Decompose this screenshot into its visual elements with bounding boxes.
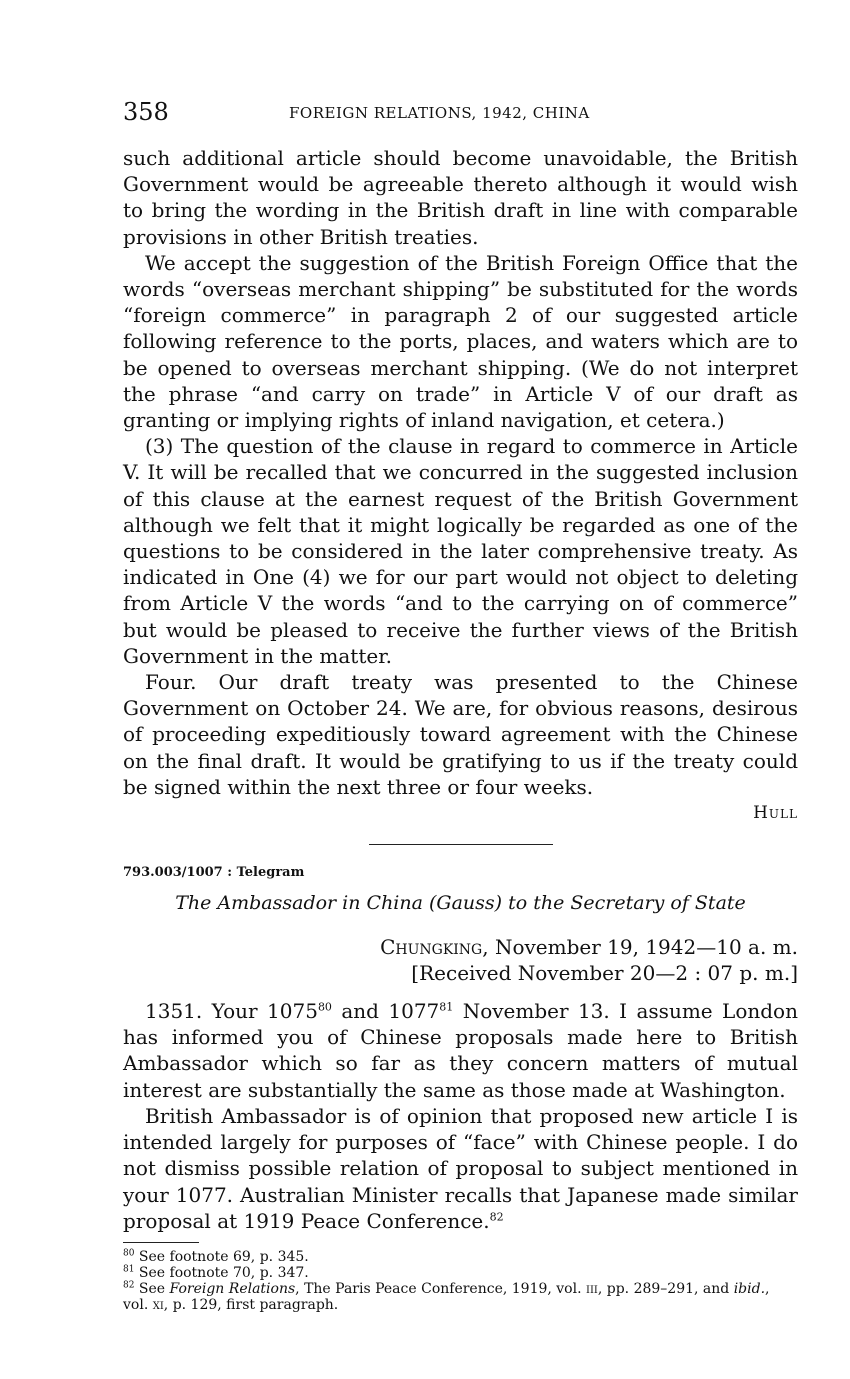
footnote-ref-82: 82 — [489, 1210, 504, 1224]
paragraph-british-ambassador-text: British Ambassador is of opinion that proposed new article I is intended largely for purposes of “face” with Chinese people. I do not dismiss possible relation of proposal to subject mentioned in your 1077. Australian Minister recalls that Japanese made similar proposal at 1919 Peace Conference. — [123, 1103, 798, 1233]
footnote-ref-80: 80 — [317, 1000, 332, 1014]
footnote-82-text-b: , The Paris Peace Conference, 1919, vol. — [295, 1280, 586, 1297]
document-title: The Ambassador in China (Gauss) to the Secretary of State — [175, 892, 746, 915]
footnote-82-text-a: See — [134, 1280, 170, 1297]
file-reference: 793.003/1007 : Telegram — [123, 865, 305, 881]
page-number: 358 — [123, 98, 169, 126]
footnote-82-text-e: , p. 129, first paragraph. — [163, 1296, 339, 1313]
footnote-ref-81: 81 — [439, 1000, 454, 1014]
dateline — [123, 934, 798, 960]
footnote-82-ibid: ibid. — [733, 1280, 766, 1297]
section-divider — [369, 844, 553, 845]
paragraph-overseas-shipping: We accept the suggestion of the British Foreign Office that the words “overseas merchant shipping” be substituted for the words “foreign commerce” in paragraph 2 of our suggested article following reference to the ports, places, and waters which are to be opened to overseas merchant shipping. (We do not interpret the phrase “and carry on trade” in Article V of our draft as granting or implying rights of inland navigation, et cetera.) — [123, 250, 798, 433]
paragraph-1351-text-a: 1351. Your 1075 — [145, 999, 318, 1024]
paragraph-four: Four. Our draft treaty was presented to the Chinese Government on October 24. We are, for obvious reasons, desirous of proceeding expeditiously toward agreement with the Chinese on the final draft. It would be gratifying to us if the treaty could be signed within the next three or four weeks. — [123, 670, 798, 799]
footnote-80 — [123, 1249, 798, 1265]
footnote-80-number: 80 — [123, 1248, 135, 1259]
received-line: [Received November 20—2 : 07 p. m.] — [411, 961, 798, 986]
footnote-82-volume: iii — [586, 1280, 598, 1297]
running-head — [123, 98, 798, 128]
footnote-81-text: See footnote 70, p. 347. — [134, 1264, 309, 1281]
paragraph-article-v-clause: (3) The question of the clause in regard to commerce in Article V. It will be recalled that we concurred in the suggested inclusion of this clause at the earnest request of the British Government although we felt that it might logically be regarded as one of the questions to be considered in the later comprehensive treaty. As indicated in One (4) we for our part would not object to deleting from Article V the words “and to the carrying on of commerce” but would be pleased to receive the further views of the British Government in the matter. — [123, 434, 798, 668]
paragraph-1351-text-c: November 13. I assume London has informed you of Chinese proposals made here to British Ambassador which so far as they concern matters of mutual interest are substantially the same as those made at Washington. — [123, 999, 798, 1102]
footnote-82 — [123, 1281, 798, 1313]
footnote-rule — [123, 1242, 199, 1243]
paragraph-1351-text-b: and 1077 — [331, 999, 440, 1024]
footnote-80-text: See footnote 69, p. 345. — [134, 1248, 309, 1265]
body-text — [123, 145, 798, 1313]
paragraph-british-ambassador — [123, 1103, 798, 1234]
dateline-place: Chungking — [380, 935, 483, 960]
footnote-82-number: 82 — [123, 1280, 135, 1291]
footnote-81-number: 81 — [123, 1264, 135, 1275]
paragraph-1351 — [123, 998, 798, 1103]
footnote-82-text-c: , pp. 289–291, and — [597, 1280, 734, 1297]
footnote-81 — [123, 1265, 798, 1281]
paragraph-continued: such additional article should become unavoidable, the British Government would be agreeable thereto although it would wish to bring the wording in the British draft in line with comparable provisions in other British treaties. — [123, 146, 798, 249]
footnote-82-italic-title: Foreign Relations — [169, 1280, 296, 1297]
footnote-82-text-d: , vol. — [123, 1280, 770, 1313]
running-title: FOREIGN RELATIONS, 1942, CHINA — [289, 104, 590, 122]
footnote-82-volume-2: xi — [152, 1296, 164, 1313]
signature-hull: Hull — [753, 803, 798, 824]
dateline-date: , November 19, 1942—10 a. m. — [482, 935, 798, 960]
